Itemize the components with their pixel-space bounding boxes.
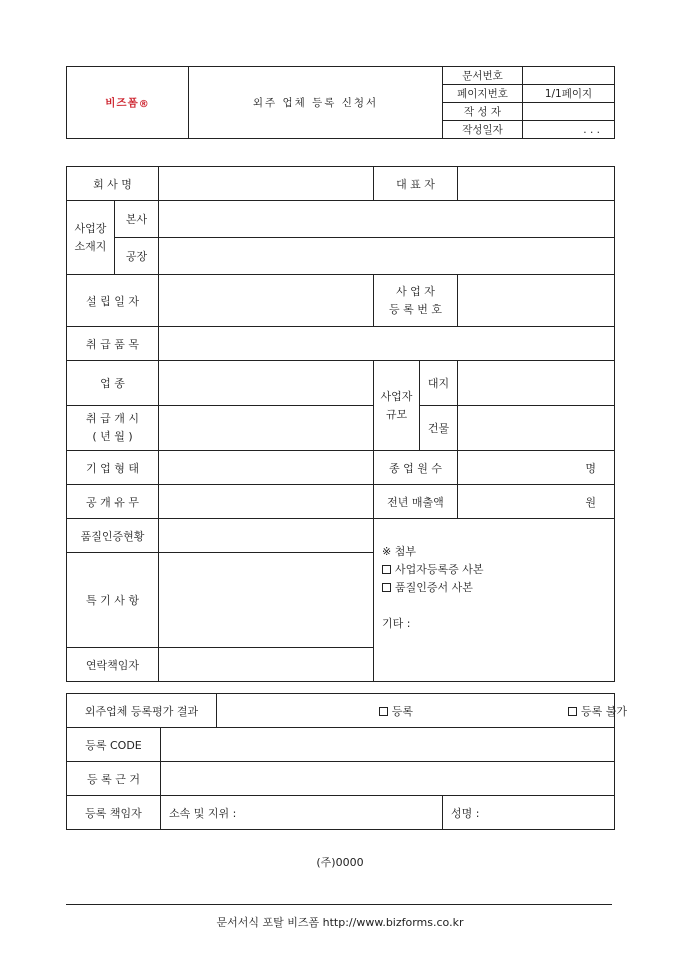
checkbox-icon[interactable]	[568, 707, 577, 716]
input-reg-basis[interactable]	[161, 762, 615, 796]
input-last-sales[interactable]	[458, 485, 615, 519]
registered-mark: ®	[138, 99, 150, 110]
label-reg-manager: 등록 책임자	[67, 796, 161, 830]
input-company-name[interactable]	[159, 167, 374, 201]
option-register-label: 등록	[391, 704, 414, 718]
checkbox-icon[interactable]	[379, 707, 388, 716]
input-established[interactable]	[159, 275, 374, 327]
attachments-box	[374, 519, 615, 682]
meta-value-doc-no[interactable]	[523, 67, 615, 85]
label-public: 공 개 유 무	[67, 485, 159, 519]
label-quality-cert: 품질인증현황	[67, 519, 159, 553]
label-reg-basis: 등 록 근 거	[67, 762, 161, 796]
input-biz-reg-no[interactable]	[458, 275, 615, 327]
registration-result-table	[66, 693, 628, 830]
label-last-sales: 전년 매출액	[374, 485, 458, 519]
header-table	[66, 66, 615, 139]
label-biz-scale: 사업자 규모	[374, 361, 420, 451]
meta-label-date: 작성일자	[443, 121, 523, 139]
attachment-label-quality-cert: 품질인증서 사본	[395, 581, 473, 594]
label-reg-code: 등록 CODE	[67, 728, 161, 762]
input-factory[interactable]	[159, 238, 615, 275]
label-start-date: 취 급 개 시 ( 년 월 )	[67, 406, 159, 451]
unit-won: 원	[585, 495, 596, 509]
label-building: 건물	[420, 406, 458, 451]
input-reg-code[interactable]	[161, 728, 615, 762]
label-factory: 공장	[115, 238, 159, 275]
meta-label-doc-no: 문서번호	[443, 67, 523, 85]
bizforms-logo	[67, 67, 189, 139]
input-land[interactable]	[458, 361, 615, 406]
checkbox-icon[interactable]	[382, 583, 391, 592]
label-contact: 연락책임자	[67, 648, 159, 682]
option-reject[interactable]	[413, 703, 627, 719]
option-reject-label: 등록 불가	[581, 704, 628, 718]
meta-value-date[interactable]: . . .	[523, 121, 615, 139]
attachment-label-biz-reg: 사업자등록증 사본	[395, 563, 484, 576]
attachment-item-quality-cert[interactable]	[382, 579, 614, 597]
label-company-name: 회 사 명	[67, 167, 159, 201]
label-land: 대지	[420, 361, 458, 406]
meta-label-page-no: 페이지번호	[443, 85, 523, 103]
input-building[interactable]	[458, 406, 615, 451]
input-employees[interactable]	[458, 451, 615, 485]
checkbox-icon[interactable]	[382, 565, 391, 574]
document-title: 외주 업체 등록 신청서	[189, 67, 443, 139]
application-form-table	[66, 166, 615, 682]
input-affiliation[interactable]: 소속 및 지위 :	[161, 796, 443, 830]
label-head-office: 본사	[115, 201, 159, 238]
input-representative[interactable]	[458, 167, 615, 201]
attachment-other: 기타 :	[382, 617, 411, 630]
input-industry[interactable]	[159, 361, 374, 406]
footer-divider	[66, 904, 612, 905]
input-head-office[interactable]	[159, 201, 615, 238]
meta-value-page-no: 1/1페이지	[523, 85, 615, 103]
input-name[interactable]: 성명 :	[443, 796, 615, 830]
eval-options	[217, 694, 628, 728]
label-company-type: 기 업 형 태	[67, 451, 159, 485]
source-credit: 문서서식 포탈 비즈폼 http://www.bizforms.co.kr	[216, 916, 464, 929]
meta-value-author[interactable]	[523, 103, 615, 121]
attachments-title: ※ 첨부	[382, 545, 416, 558]
input-quality-cert[interactable]	[159, 519, 374, 553]
label-representative: 대 표 자	[374, 167, 458, 201]
label-established: 설 립 일 자	[67, 275, 159, 327]
unit-persons: 명	[585, 461, 596, 475]
label-remarks: 특 기 사 항	[67, 553, 159, 648]
label-industry: 업 종	[67, 361, 159, 406]
company-name-footer: (주)0000	[316, 856, 364, 869]
label-employees: 종 업 원 수	[374, 451, 458, 485]
meta-label-author: 작 성 자	[443, 103, 523, 121]
input-start-date[interactable]	[159, 406, 374, 451]
input-company-type[interactable]	[159, 451, 374, 485]
input-remarks[interactable]	[159, 553, 374, 648]
label-biz-reg-no: 사 업 자 등 록 번 호	[374, 275, 458, 327]
label-eval-result: 외주업체 등록평가 결과	[67, 694, 217, 728]
attachment-item-biz-reg[interactable]	[382, 561, 614, 579]
label-products: 취 급 품 목	[67, 327, 159, 361]
label-site-location: 사업장 소재지	[67, 201, 115, 275]
input-contact[interactable]	[159, 648, 374, 682]
input-products[interactable]	[159, 327, 615, 361]
option-register[interactable]	[217, 703, 413, 719]
input-public[interactable]	[159, 485, 374, 519]
logo-text: 비즈폼	[105, 97, 139, 109]
